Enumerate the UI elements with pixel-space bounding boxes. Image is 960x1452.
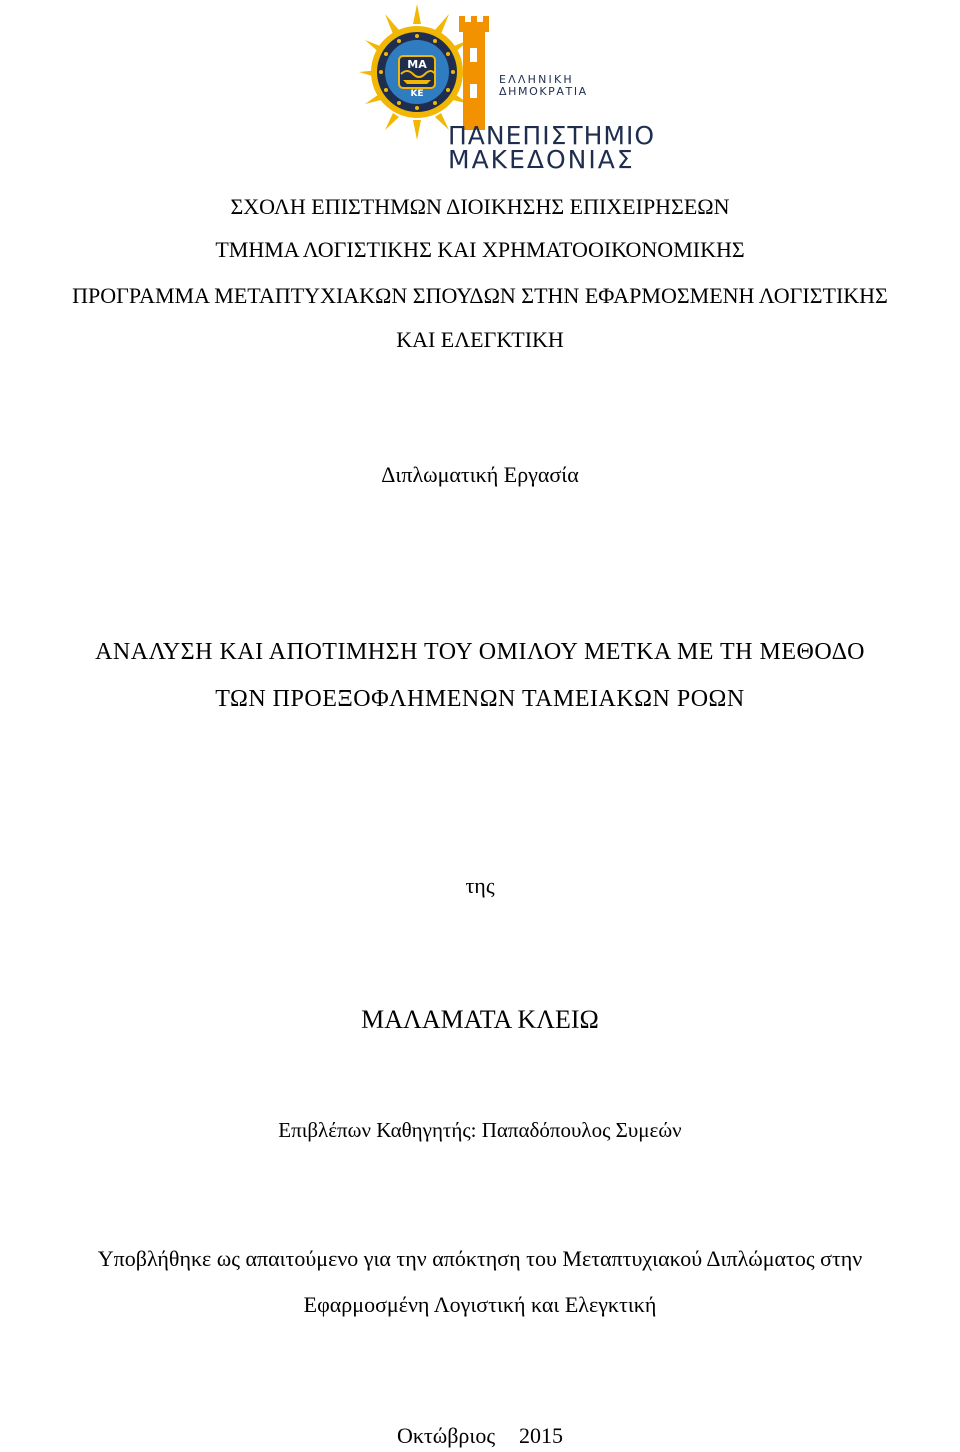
submission-note-line2: Εφαρμοσμένη Λογιστική και Ελεγκτική	[303, 1292, 657, 1317]
thesis-title-line1: ΑΝΑΛΥΣΗ ΚΑΙ ΑΠΟΤΙΜΗΣΗ ΤΟΥ ΟΜΙΛΟΥ ΜΕΤΚΑ ΜΕ ΤΗ ΜΕΘΟΔΟ	[95, 639, 865, 665]
department-name: ΤΜΗΜΑ ΛΟΓΙΣΤΙΚΗΣ ΚΑΙ ΧΡΗΜΑΤΟΟΙΚΟΝΟΜΙΚΗΣ	[215, 237, 745, 262]
school-name: ΣΧΟΛΗ ΕΠΙΣΤΗΜΩΝ ΔΙΟΙΚΗΣΗΣ ΕΠΙΧΕΙΡΗΣΕΩΝ	[230, 194, 730, 219]
program-name-line2: ΚΑΙ ΕΛΕΓΚΤΙΚΗ	[396, 327, 564, 352]
seal-letters-top: ΜΑ	[407, 58, 427, 71]
submission-year: 2015	[519, 1423, 564, 1448]
author-name: ΜΑΛΑΜΑΤΑ ΚΛΕΙΩ	[361, 1005, 599, 1034]
tower-icon	[459, 16, 489, 130]
logo-country-line1: ΕΛΛΗΝΙΚΗ	[499, 73, 574, 86]
submission-date	[0, 1423, 960, 1449]
thesis-title-line2: ΤΩΝ ΠΡΟΕΞΟΦΛΗΜΕΝΩΝ ΤΑΜΕΙΑΚΩΝ ΡΟΩΝ	[215, 686, 745, 712]
logo-university-line2: ΜΑΚΕΔΟΝΙΑΣ	[448, 145, 635, 174]
submission-note-line1: Υποβλήθηκε ως απαιτούμενο για την απόκτηση του Μεταπτυχιακού Διπλώματος στην	[97, 1246, 863, 1271]
logo-university-line1: ΠΑΝΕΠΙΣΤΗΜΙΟ	[448, 121, 656, 150]
document-type: Διπλωματική Εργασία	[381, 462, 579, 487]
submission-month: Οκτώβριος	[396, 1423, 496, 1448]
program-name-line1: ΠΡΟΓΡΑΜΜΑ ΜΕΤΑΠΤΥΧΙΑΚΩΝ ΣΠΟΥΔΩΝ ΣΤΗΝ ΕΦΑΡΜΟΣΜΕΝΗ ΛΟΓΙΣΤΙΚΗΣ	[72, 283, 888, 308]
by-label: της	[465, 873, 495, 898]
logo-country-line2: ΔΗΜΟΚΡΑΤΙΑ	[499, 85, 588, 98]
seal-letters-bottom: ΚΕ	[410, 89, 424, 99]
supervisor: Επιβλέπων Καθηγητής: Παπαδόπουλος Συμεών	[278, 1118, 682, 1142]
